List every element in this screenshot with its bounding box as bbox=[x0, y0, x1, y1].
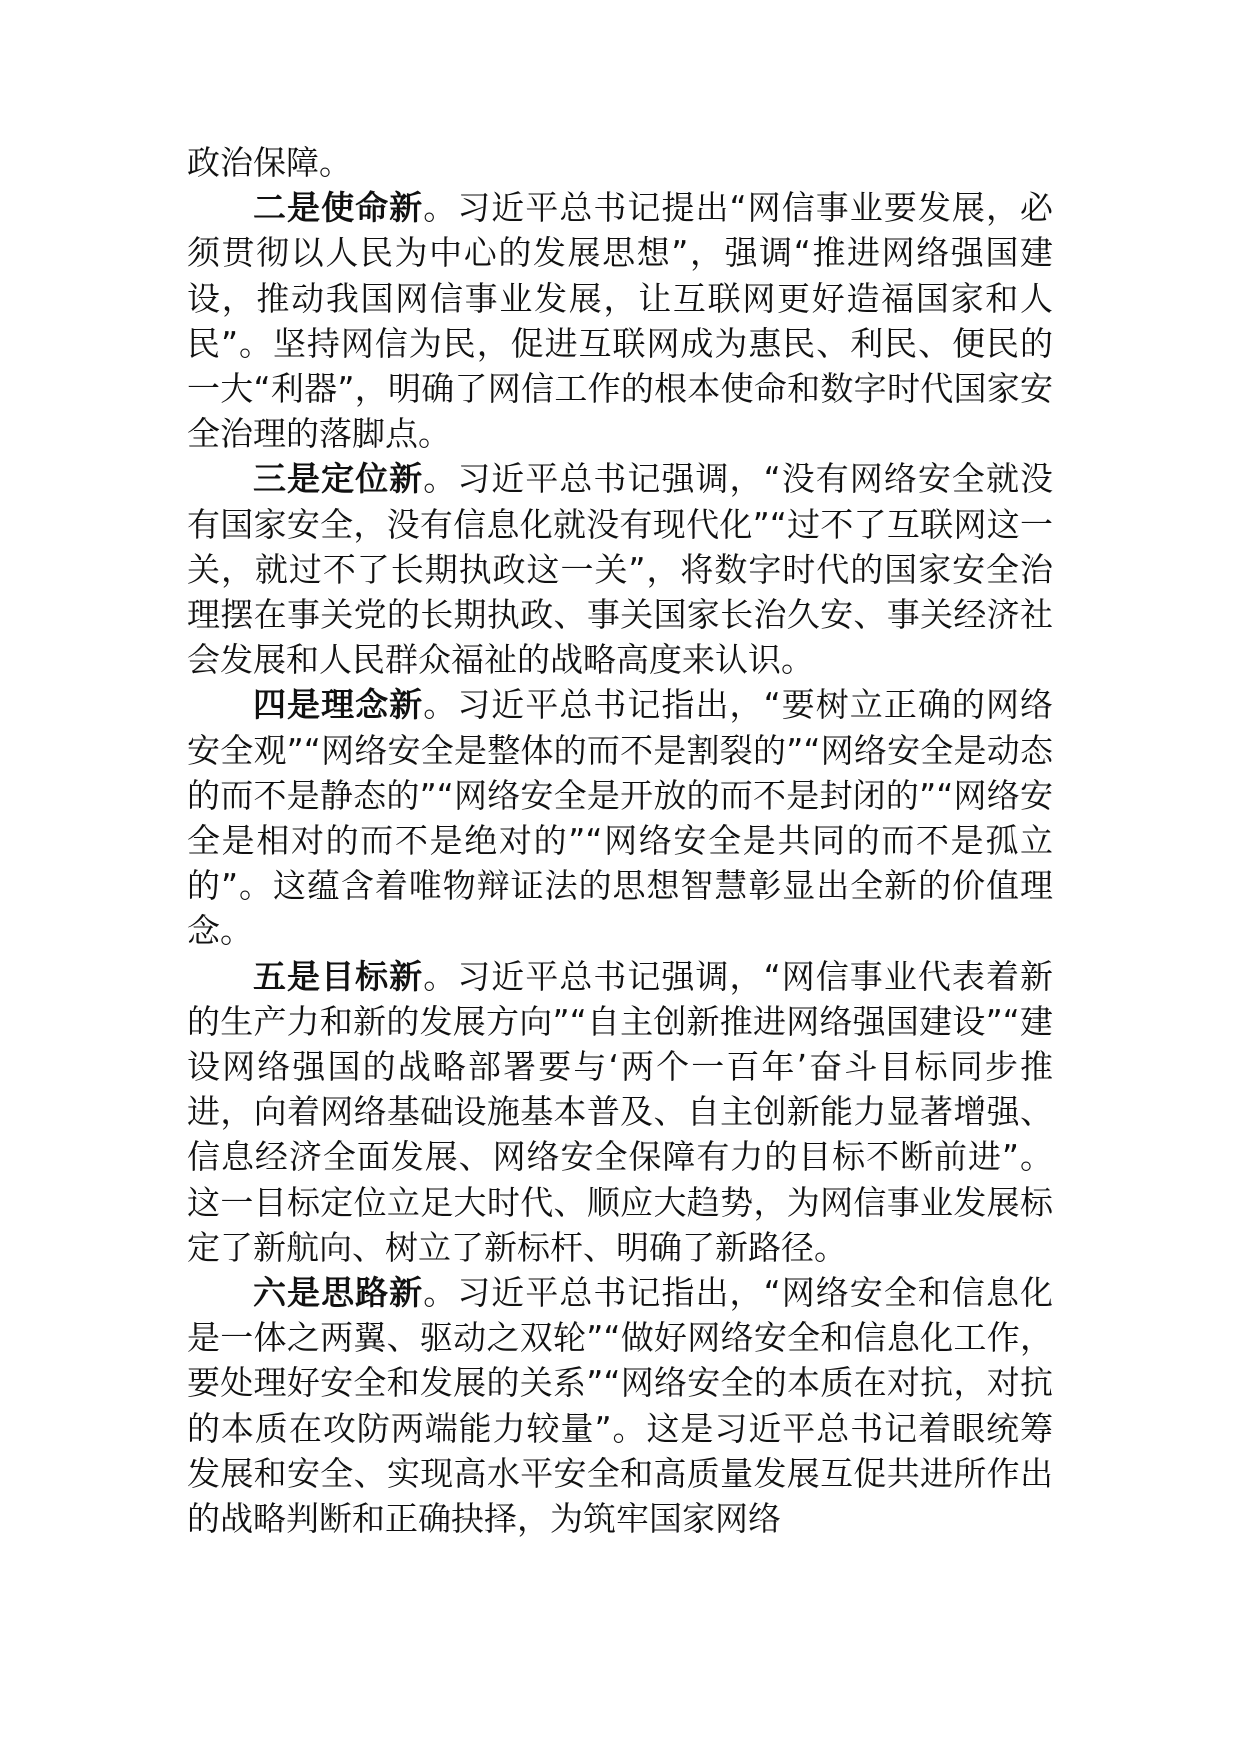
paragraph-concept bbox=[187, 682, 1053, 953]
paragraph-lead: 六是思路新 bbox=[253, 1273, 424, 1313]
paragraph-lead: 五是目标新 bbox=[253, 956, 424, 996]
paragraph-continuation bbox=[187, 140, 1053, 185]
document-page bbox=[187, 140, 1053, 1541]
paragraph-text: 。习近平总书记强调，“网信事业代表着新的生产力和新的发展方向”“自主创新推进网络强国建设”“建设网络强国的战略部署要与‘两个一百年’奋斗目标同步推进，向着网络基础设施基本普及、自主创新能力显著增强、信息经济全面发展、网络安全保障有力的目标不断前进”。这一目标定位立足大时代、顺应大趋势，为网信事业发展标定了新航向、树立了新标杆、明确了新路径。 bbox=[187, 956, 1053, 1267]
paragraph-lead: 三是定位新 bbox=[253, 459, 424, 499]
paragraph-text: 。习近平总书记强调，“没有网络安全就没有国家安全，没有信息化就没有现代化”“过不了互联网这一关，就过不了长期执政这一关”，将数字时代的国家安全治理摆在事关党的长期执政、事关国家长治久安、事关经济社会发展和人民群众福祉的战略高度来认识。 bbox=[187, 459, 1053, 680]
paragraph-text: 。习近平总书记指出，“网络安全和信息化是一体之两翼、驱动之双轮”“做好网络安全和信息化工作，要处理好安全和发展的关系”“网络安全的本质在对抗，对抗的本质在攻防两端能力较量”。这是习近平总书记着眼统筹发展和安全、实现高水平安全和高质量发展互促共进所作出的战略判断和正确抉择，为筑牢国家网络 bbox=[187, 1273, 1053, 1539]
paragraph-text: 政治保障。 bbox=[187, 143, 352, 182]
paragraph-mission bbox=[187, 185, 1053, 456]
paragraph-positioning bbox=[187, 456, 1053, 682]
paragraph-text: 。习近平总书记指出，“要树立正确的网络安全观”“网络安全是整体的而不是割裂的”“网络安全是动态的而不是静态的”“网络安全是开放的而不是封闭的”“网络安全是相对的而不是绝对的”“网络安全是共同的而不是孤立的”。这蕴含着唯物辩证法的思想智慧彰显出全新的价值理念。 bbox=[187, 685, 1053, 951]
paragraph-lead: 二是使命新 bbox=[253, 188, 424, 228]
paragraph-approach bbox=[187, 1270, 1053, 1541]
paragraph-lead: 四是理念新 bbox=[253, 685, 424, 725]
paragraph-goal bbox=[187, 954, 1053, 1270]
paragraph-text: 。习近平总书记提出“网信事业要发展，必须贯彻以人民为中心的发展思想”，强调“推进网络强国建设，推动我国网信事业发展，让互联网更好造福国家和人民”。坚持网信为民，促进互联网成为惠民、利民、便民的一大“利器”，明确了网信工作的根本使命和数字时代国家安全治理的落脚点。 bbox=[187, 188, 1053, 454]
